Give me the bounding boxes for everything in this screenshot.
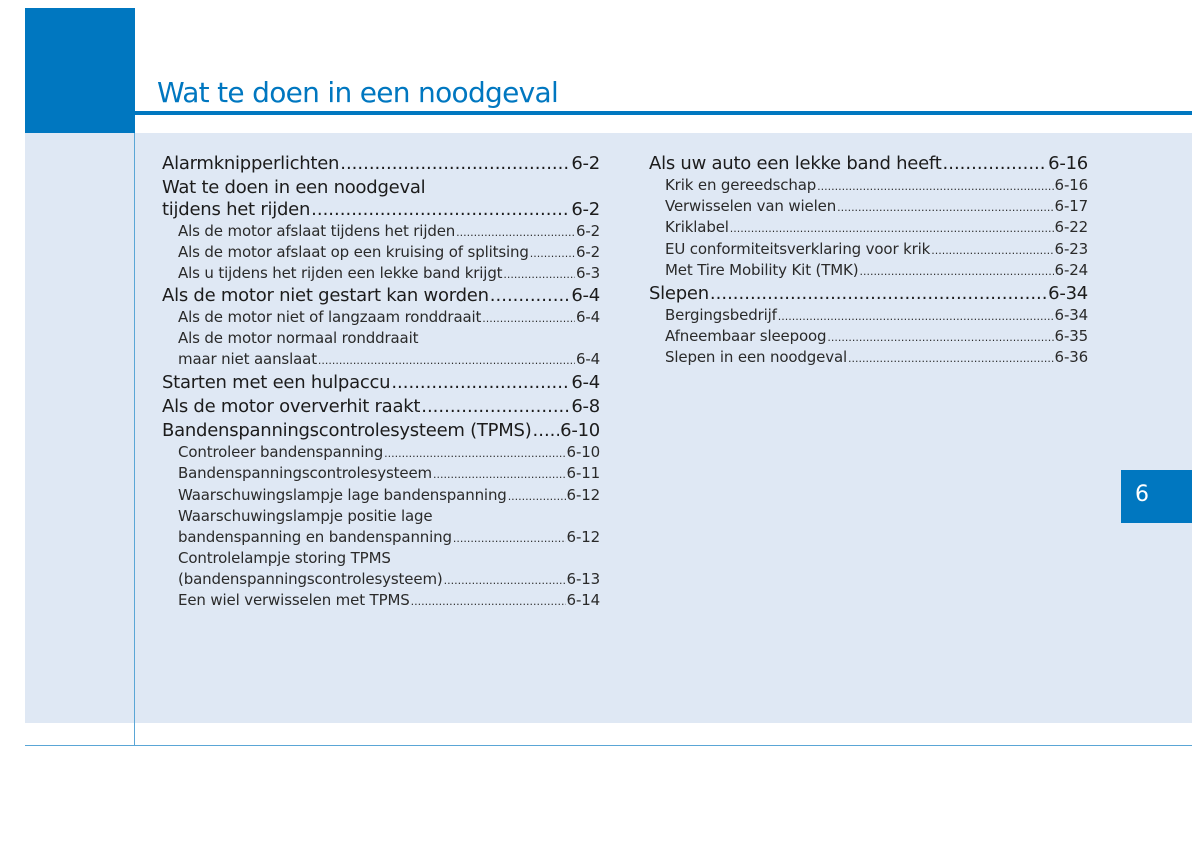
toc-subentry-lekke-band[interactable] [162,263,600,284]
toc-subentry-page: 6-16 [1054,176,1088,194]
toc-left-column [162,153,600,612]
toc-subentry-storing[interactable] [162,569,600,590]
dot-leader [318,350,575,371]
toc-subentry-page: 6-12 [566,485,600,504]
toc-subentry-page: 6-34 [1054,305,1088,324]
toc-subentry-label: Slepen in een noodgeval [665,348,848,367]
toc-subentry-page: 6-2 [575,222,600,240]
toc-subentry-label: Als de motor normaal ronddraait [178,328,419,347]
toc-subentry-bergings[interactable] [649,305,1088,326]
title-rule [135,111,1192,115]
toc-entry-label: Alarmknipperlichten [162,153,340,174]
dot-leader [340,153,570,175]
dot-leader [411,591,566,612]
toc-subentry-page: 6-35 [1054,327,1088,346]
toc-entry-page: 6-16 [1048,153,1088,174]
toc-subentry-slepen-noodgeval[interactable] [649,347,1088,368]
dot-leader [508,486,566,507]
dot-leader [311,199,570,221]
toc-subentry-label: Bandenspanningscontrolesysteem [178,464,432,483]
toc-entry-page: 6-2 [571,153,600,174]
dot-leader [421,396,570,418]
toc-subentry-normaal[interactable] [162,349,600,370]
toc-entry-label: Slepen [649,282,709,304]
toc-entry-tpms[interactable] [162,420,600,442]
toc-subentry-page: 6-17 [1054,197,1088,216]
toc-subentry-label: Waarschuwingslampje lage bandenspanning [178,485,507,504]
toc-entry-niet-gestart[interactable] [162,285,600,307]
toc-subentry-label: EU conformiteitsverklaring voor krik [665,239,931,258]
toc-subentry-label: Met Tire Mobility Kit (TMK) [665,260,859,279]
toc-subentry-tmk[interactable] [649,260,1088,281]
dot-leader [859,261,1053,282]
toc-subentry-page: 6-10 [566,443,600,462]
toc-entry-alarmknipperlichten[interactable] [162,153,600,175]
dot-leader [848,348,1054,369]
dot-leader [931,240,1053,261]
toc-subentry-page: 6-3 [575,264,600,283]
header-color-block [25,8,135,133]
dot-leader [384,443,565,464]
toc-subentry-page: 6-24 [1054,260,1088,279]
chapter-tab[interactable] [1121,470,1192,523]
toc-right-column [649,153,1088,369]
dot-leader [837,197,1053,218]
toc-subentry-storing-line1[interactable] [162,548,600,569]
toc-subentry-page: 6-22 [1054,218,1088,237]
toc-subentry-label: Verwisselen van wielen [665,197,837,216]
toc-entry-page: 6-2 [571,199,600,220]
chapter-number: 6 [1135,482,1149,507]
toc-subentry-controleer[interactable] [162,442,600,463]
dot-leader [503,264,575,285]
toc-subentry-page: 6-13 [566,570,600,589]
toc-subentry-label: Waarschuwingslampje positie lage [178,506,433,525]
toc-entry-label: Als de motor niet gestart kan worden [162,284,489,306]
toc-subentry-page: 6-2 [575,243,600,262]
toc-subentry-kruising[interactable] [162,242,600,263]
dot-leader [433,464,566,485]
toc-entry-page: 6-10 [560,420,600,442]
toc-entry-oververhit[interactable] [162,396,600,418]
toc-subentry-label: Kriklabel [665,218,729,237]
toc-entry-label: Bandenspanningscontrolesysteem (TPMS) [162,420,532,442]
toc-subentry-systeem[interactable] [162,463,600,484]
toc-subentry-page: 6-11 [566,464,600,483]
toc-subentry-label: (bandenspanningscontrolesysteem) [178,570,443,589]
dot-leader [444,570,566,591]
toc-subentry-sleepoog[interactable] [649,326,1088,347]
toc-subentry-eu[interactable] [649,239,1088,260]
dot-leader [710,283,1047,305]
horizontal-divider [25,745,1192,746]
toc-subentry-label: Een wiel verwisselen met TPMS [178,591,410,610]
dot-leader [490,285,571,307]
toc-entry-page: 6-34 [1048,282,1088,304]
toc-subentry-waarschuwing[interactable] [162,485,600,506]
toc-entry-hulpaccu[interactable] [162,372,600,394]
toc-subentry-label: Krik en gereedschap [665,176,817,194]
toc-subentry-page: 6-12 [566,527,600,546]
toc-entry-noodgeval[interactable] [162,199,600,221]
toc-subentry-page: 6-36 [1054,348,1088,367]
toc-subentry-wiel[interactable] [162,590,600,611]
page-title: Wat te doen in een noodgeval [157,76,559,109]
toc-subentry-label: Als de motor niet of langzaam ronddraait [178,307,482,326]
toc-entry-page: 6-8 [571,396,600,418]
toc-subentry-page: 6-14 [566,591,600,610]
toc-subentry-label: Als de motor afslaat tijdens het rijden [178,222,456,240]
toc-entry-label: Starten met een hulpaccu [162,372,391,394]
toc-entry-label: Als uw auto een lekke band heeft [649,153,942,174]
toc-subentry-positie-line1[interactable] [162,506,600,527]
toc-subentry-wielen[interactable] [649,196,1088,217]
toc-subentry-label: Controleer bandenspanning [178,443,384,462]
dot-leader [482,308,575,329]
toc-subentry-page: 6-23 [1054,239,1088,258]
toc-entry-noodgeval-line1[interactable] [162,177,600,199]
toc-subentry-positie[interactable] [162,527,600,548]
dot-leader [533,420,560,442]
dot-leader [827,327,1053,348]
toc-subentry-label: Als de motor afslaat op een kruising of splitsing [178,243,529,262]
toc-subentry-normaal-line1[interactable] [162,328,600,349]
toc-entry-label: tijdens het rijden [162,199,311,220]
dot-leader [391,372,570,394]
toc-entry-label: Als de motor oververhit raakt [162,396,421,418]
toc-subentry-kriklabel[interactable] [649,217,1088,238]
toc-entry-lekke-band[interactable] [649,153,1088,175]
toc-subentry-page: 6-4 [575,307,600,326]
dot-leader [453,528,566,549]
toc-entry-page: 6-4 [571,284,600,306]
toc-subentry-label: Afneembaar sleepoog [665,327,827,346]
toc-subentry-label: Bergingsbedrijf [665,305,777,324]
toc-subentry-label: Controlelampje storing TPMS [178,549,391,568]
toc-subentry-label: bandenspanning en bandenspanning [178,527,452,546]
vertical-divider [134,133,135,746]
dot-leader [530,243,575,264]
toc-entry-page: 6-4 [571,372,600,394]
toc-subentry-afslaat-rijden[interactable] [162,221,600,242]
toc-subentry-langzaam[interactable] [162,307,600,328]
toc-subentry-label: Als u tijdens het rijden een lekke band krijgt [178,264,503,283]
toc-subentry-page: 6-4 [575,349,600,368]
toc-subentry-krik[interactable] [649,175,1088,196]
toc-entry-slepen[interactable] [649,283,1088,305]
toc-entry-label: Wat te doen in een noodgeval [162,177,426,198]
dot-leader [730,218,1054,239]
dot-leader [817,176,1053,197]
toc-subentry-label: maar niet aanslaat [178,349,317,368]
dot-leader [943,153,1048,175]
dot-leader [778,306,1054,327]
dot-leader [456,222,575,243]
